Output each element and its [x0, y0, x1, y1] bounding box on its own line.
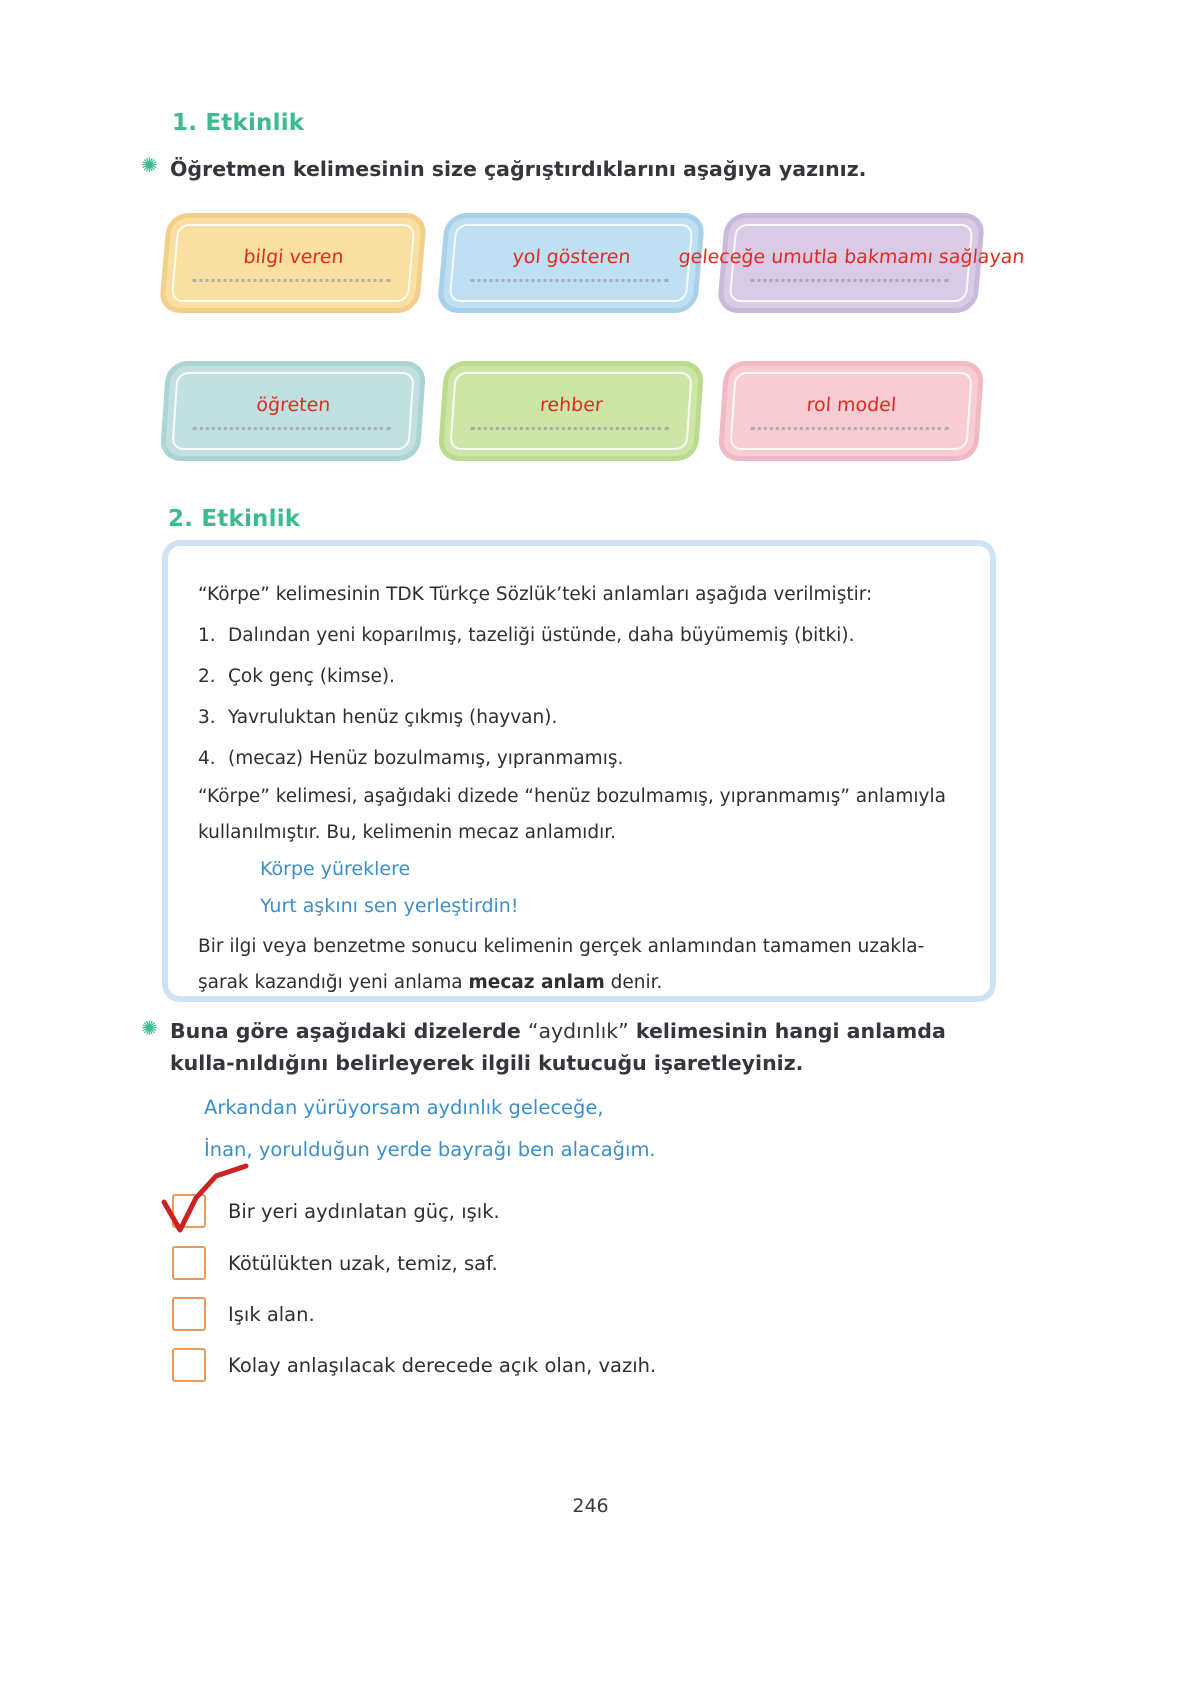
mecaz-definition: [198, 929, 960, 1001]
definition-text: Çok genç (kimse).: [228, 666, 395, 687]
word-box[interactable]: [164, 218, 422, 308]
activity-1-instruction: Öğretmen kelimesinin size çağrıştırdıklarını aşağıya yazınız.: [170, 157, 867, 181]
infobox-verse-line: Yurt aşkını sen yerleştirdin!: [260, 895, 519, 917]
word-box-answer: öğreten: [255, 394, 332, 416]
option-label: Kolay anlaşılacak derecede açık olan, vazıh.: [228, 1353, 657, 1377]
definition-text: Yavruluktan henüz çıkmış (hayvan).: [228, 707, 558, 728]
option-checkbox[interactable]: [172, 1297, 206, 1331]
definition-number: 4.: [198, 748, 216, 769]
word-box-answer: bilgi veren: [242, 246, 345, 268]
option-row[interactable]: [172, 1294, 315, 1334]
star-bullet-icon: ✺: [141, 155, 158, 177]
question-verse-line: İnan, yorulduğun yerde bayrağı ben alacağım.: [204, 1138, 656, 1161]
definition-number: 2.: [198, 666, 216, 687]
word-box-write-line: [192, 279, 390, 282]
infobox-explanation: “Körpe” kelimesi, aşağıdaki dizede “henüz bozulmamış, yıpranmamış” anlamıyla kullanılmıştır. Bu, kelimenin mecaz anlamıdır.: [198, 786, 946, 843]
option-label: Bir yeri aydınlatan güç, ışık.: [228, 1199, 500, 1223]
word-box-answer: yol gösteren: [511, 246, 632, 268]
question-part-2: kelimesinin hangi anlamda kulla-nıldığını belirleyerek ilgili kutucuğu işaretleyiniz.: [170, 1019, 946, 1075]
option-row[interactable]: [172, 1243, 498, 1283]
mecaz-definition-lead: Bir ilgi veya benzetme sonucu kelimenin gerçek anlamından tamamen uzakla-şarak kazandığı yeni anlama: [198, 936, 925, 993]
option-checkbox[interactable]: [172, 1246, 206, 1280]
option-row[interactable]: [172, 1191, 500, 1231]
definition-number: 3.: [198, 707, 216, 728]
infobox-intro: “Körpe” kelimesinin TDK Türkçe Sözlük’teki anlamları aşağıda verilmiştir:: [198, 584, 873, 605]
definition-item: [198, 615, 960, 656]
definition-text: Dalından yeni koparılmış, tazeliği üstünde, daha büyümemiş (bitki).: [228, 625, 855, 646]
word-box[interactable]: [677, 218, 1026, 308]
option-label: Işık alan.: [228, 1302, 315, 1326]
question-part-1: Buna göre aşağıdaki dizelerde: [170, 1019, 528, 1043]
word-box[interactable]: [723, 366, 979, 456]
definition-item: [198, 697, 960, 738]
option-row[interactable]: [172, 1345, 656, 1385]
word-box-write-line: [471, 427, 669, 430]
infobox-verse-line: Körpe yüreklere: [260, 858, 411, 880]
option-label: Kötülükten uzak, temiz, saf.: [228, 1251, 498, 1275]
definition-item: [198, 738, 960, 779]
word-box-write-line: [470, 279, 668, 282]
star-bullet-icon: ✺: [141, 1018, 158, 1040]
word-box-answer: rehber: [539, 394, 604, 416]
option-checkbox[interactable]: [172, 1194, 206, 1228]
mecaz-definition-term: mecaz anlam: [468, 972, 605, 993]
question-quoted-word: “aydınlık”: [527, 1019, 629, 1043]
page-number: 246: [572, 1495, 609, 1517]
word-box-answer: rol model: [805, 394, 897, 416]
question-instruction: [170, 1015, 980, 1079]
information-box: [168, 546, 990, 996]
activity-1-title: 1. Etkinlik: [172, 110, 305, 136]
word-box[interactable]: [443, 366, 699, 456]
activity-2-title: 2. Etkinlik: [168, 506, 301, 532]
definition-text: (mecaz) Henüz bozulmamış, yıpranmamış.: [228, 748, 624, 769]
word-box[interactable]: [165, 366, 421, 456]
definition-number: 1.: [198, 625, 216, 646]
question-verse-line: Arkandan yürüyorsam aydınlık geleceğe,: [204, 1096, 604, 1119]
word-box-answer: geleceğe umutla bakmamı sağlayan: [677, 246, 1026, 268]
option-checkbox[interactable]: [172, 1348, 206, 1382]
word-box-write-line: [751, 427, 949, 430]
word-box-write-line: [193, 427, 391, 430]
definition-item: [198, 656, 960, 697]
word-box-write-line: [750, 279, 948, 282]
mecaz-definition-tail: denir.: [604, 972, 663, 993]
